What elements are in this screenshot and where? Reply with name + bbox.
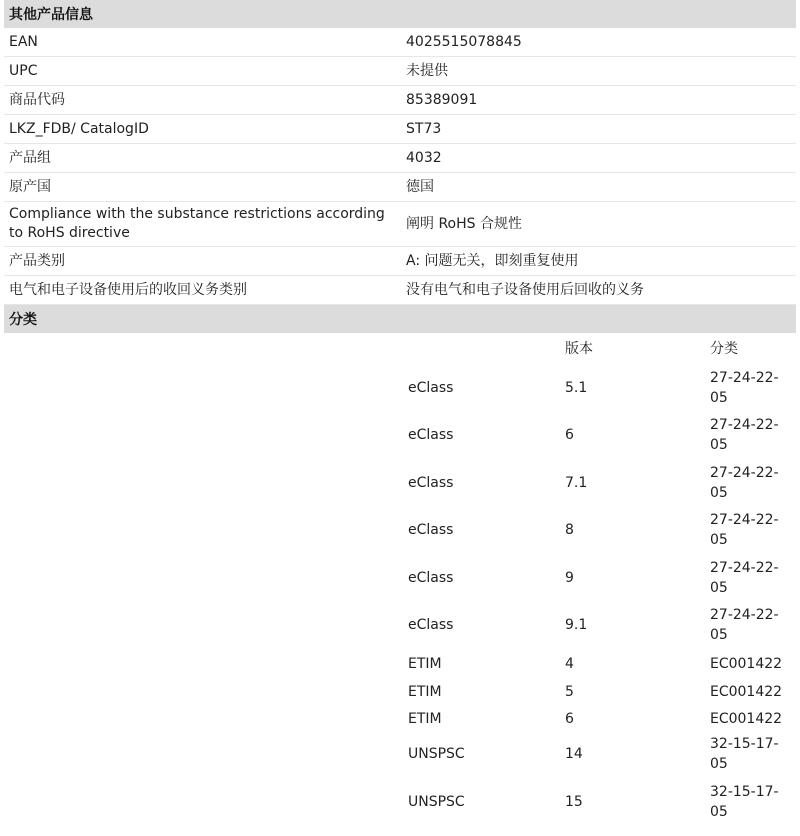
classification-code: EC001422 xyxy=(710,684,783,700)
classification-system: eClass xyxy=(408,475,454,491)
other-info-table xyxy=(4,28,796,305)
info-row xyxy=(4,202,796,247)
info-row xyxy=(4,144,796,173)
classification-row xyxy=(4,602,796,648)
other-info-header: 其他产品信息 xyxy=(4,0,796,28)
classification-version: 4 xyxy=(565,656,574,672)
classification-row xyxy=(4,679,796,705)
info-label: 电气和电子设备使用后的收回义务类别 xyxy=(4,276,404,305)
classification-row xyxy=(4,731,796,777)
info-label: 商品代码 xyxy=(4,86,404,115)
info-value: 德国 xyxy=(404,173,796,202)
classification-code: 27-24-22-05 xyxy=(710,607,779,643)
classification-row xyxy=(4,706,796,732)
classification-code: 27-24-22-05 xyxy=(710,465,779,501)
info-label: UPC xyxy=(4,57,404,86)
classification-version: 5 xyxy=(565,684,574,700)
classification-code: 27-24-22-05 xyxy=(710,512,779,548)
classification-version: 8 xyxy=(565,522,574,538)
classification-system: eClass xyxy=(408,427,454,443)
info-value: A: 问题无关，即刻重复使用 xyxy=(404,247,796,276)
classification-row xyxy=(4,460,796,506)
classification-row xyxy=(4,555,796,601)
classification-table xyxy=(4,333,796,831)
info-row xyxy=(4,115,796,144)
classification-row xyxy=(4,779,796,825)
info-value: 未提供 xyxy=(404,57,796,86)
classification-version: 7.1 xyxy=(565,475,588,491)
info-value: 阐明 RoHS 合规性 xyxy=(404,202,796,247)
classification-system: eClass xyxy=(408,522,454,538)
info-row xyxy=(4,86,796,115)
classification-row xyxy=(4,365,796,411)
classification-system: UNSPSC xyxy=(408,794,465,810)
info-label: LKZ_FDB/ CatalogID xyxy=(4,115,404,144)
classification-version: 14 xyxy=(565,746,583,762)
classification-system: ETIM xyxy=(408,684,442,700)
column-header-version: 版本 xyxy=(565,341,593,357)
classification-version: 6 xyxy=(565,427,574,443)
classification-row xyxy=(4,651,796,677)
info-label: Compliance with the substance restrictions according to RoHS directive xyxy=(4,202,404,247)
info-value: 4025515078845 xyxy=(404,28,796,57)
classification-code: 32-15-17-05 xyxy=(710,736,779,772)
info-row xyxy=(4,28,796,57)
classification-code: 32-15-17-05 xyxy=(710,784,779,820)
classification-version: 9.1 xyxy=(565,617,588,633)
info-row xyxy=(4,57,796,86)
info-value: 没有电气和电子设备使用后回收的义务 xyxy=(404,276,796,305)
classification-system: eClass xyxy=(408,380,454,396)
classification-code: 27-24-22-05 xyxy=(710,417,779,453)
classification-version: 15 xyxy=(565,794,583,810)
classification-version: 5.1 xyxy=(565,380,588,396)
classification-code: 27-24-22-05 xyxy=(710,560,779,596)
classification-system: eClass xyxy=(408,570,454,586)
classification-row xyxy=(4,507,796,553)
classification-header: 分类 xyxy=(4,305,796,333)
column-header-class: 分类 xyxy=(710,341,738,357)
info-label: 产品组 xyxy=(4,144,404,173)
classification-system: ETIM xyxy=(408,656,442,672)
classification-code: EC001422 xyxy=(710,656,783,672)
info-row xyxy=(4,276,796,305)
classification-system: ETIM xyxy=(408,711,442,727)
classification-system: eClass xyxy=(408,617,454,633)
info-label: 产品类别 xyxy=(4,247,404,276)
classification-code: 27-24-22-05 xyxy=(710,370,779,406)
info-value: 4032 xyxy=(404,144,796,173)
info-label: 原产国 xyxy=(4,173,404,202)
info-value: 85389091 xyxy=(404,86,796,115)
info-row xyxy=(4,247,796,276)
classification-row xyxy=(4,412,796,458)
info-label: EAN xyxy=(4,28,404,57)
info-row xyxy=(4,173,796,202)
classification-code: EC001422 xyxy=(710,711,783,727)
classification-column-headers xyxy=(4,339,796,361)
classification-version: 9 xyxy=(565,570,574,586)
info-value: ST73 xyxy=(404,115,796,144)
product-info-panel xyxy=(4,0,796,831)
classification-version: 6 xyxy=(565,711,574,727)
classification-system: UNSPSC xyxy=(408,746,465,762)
